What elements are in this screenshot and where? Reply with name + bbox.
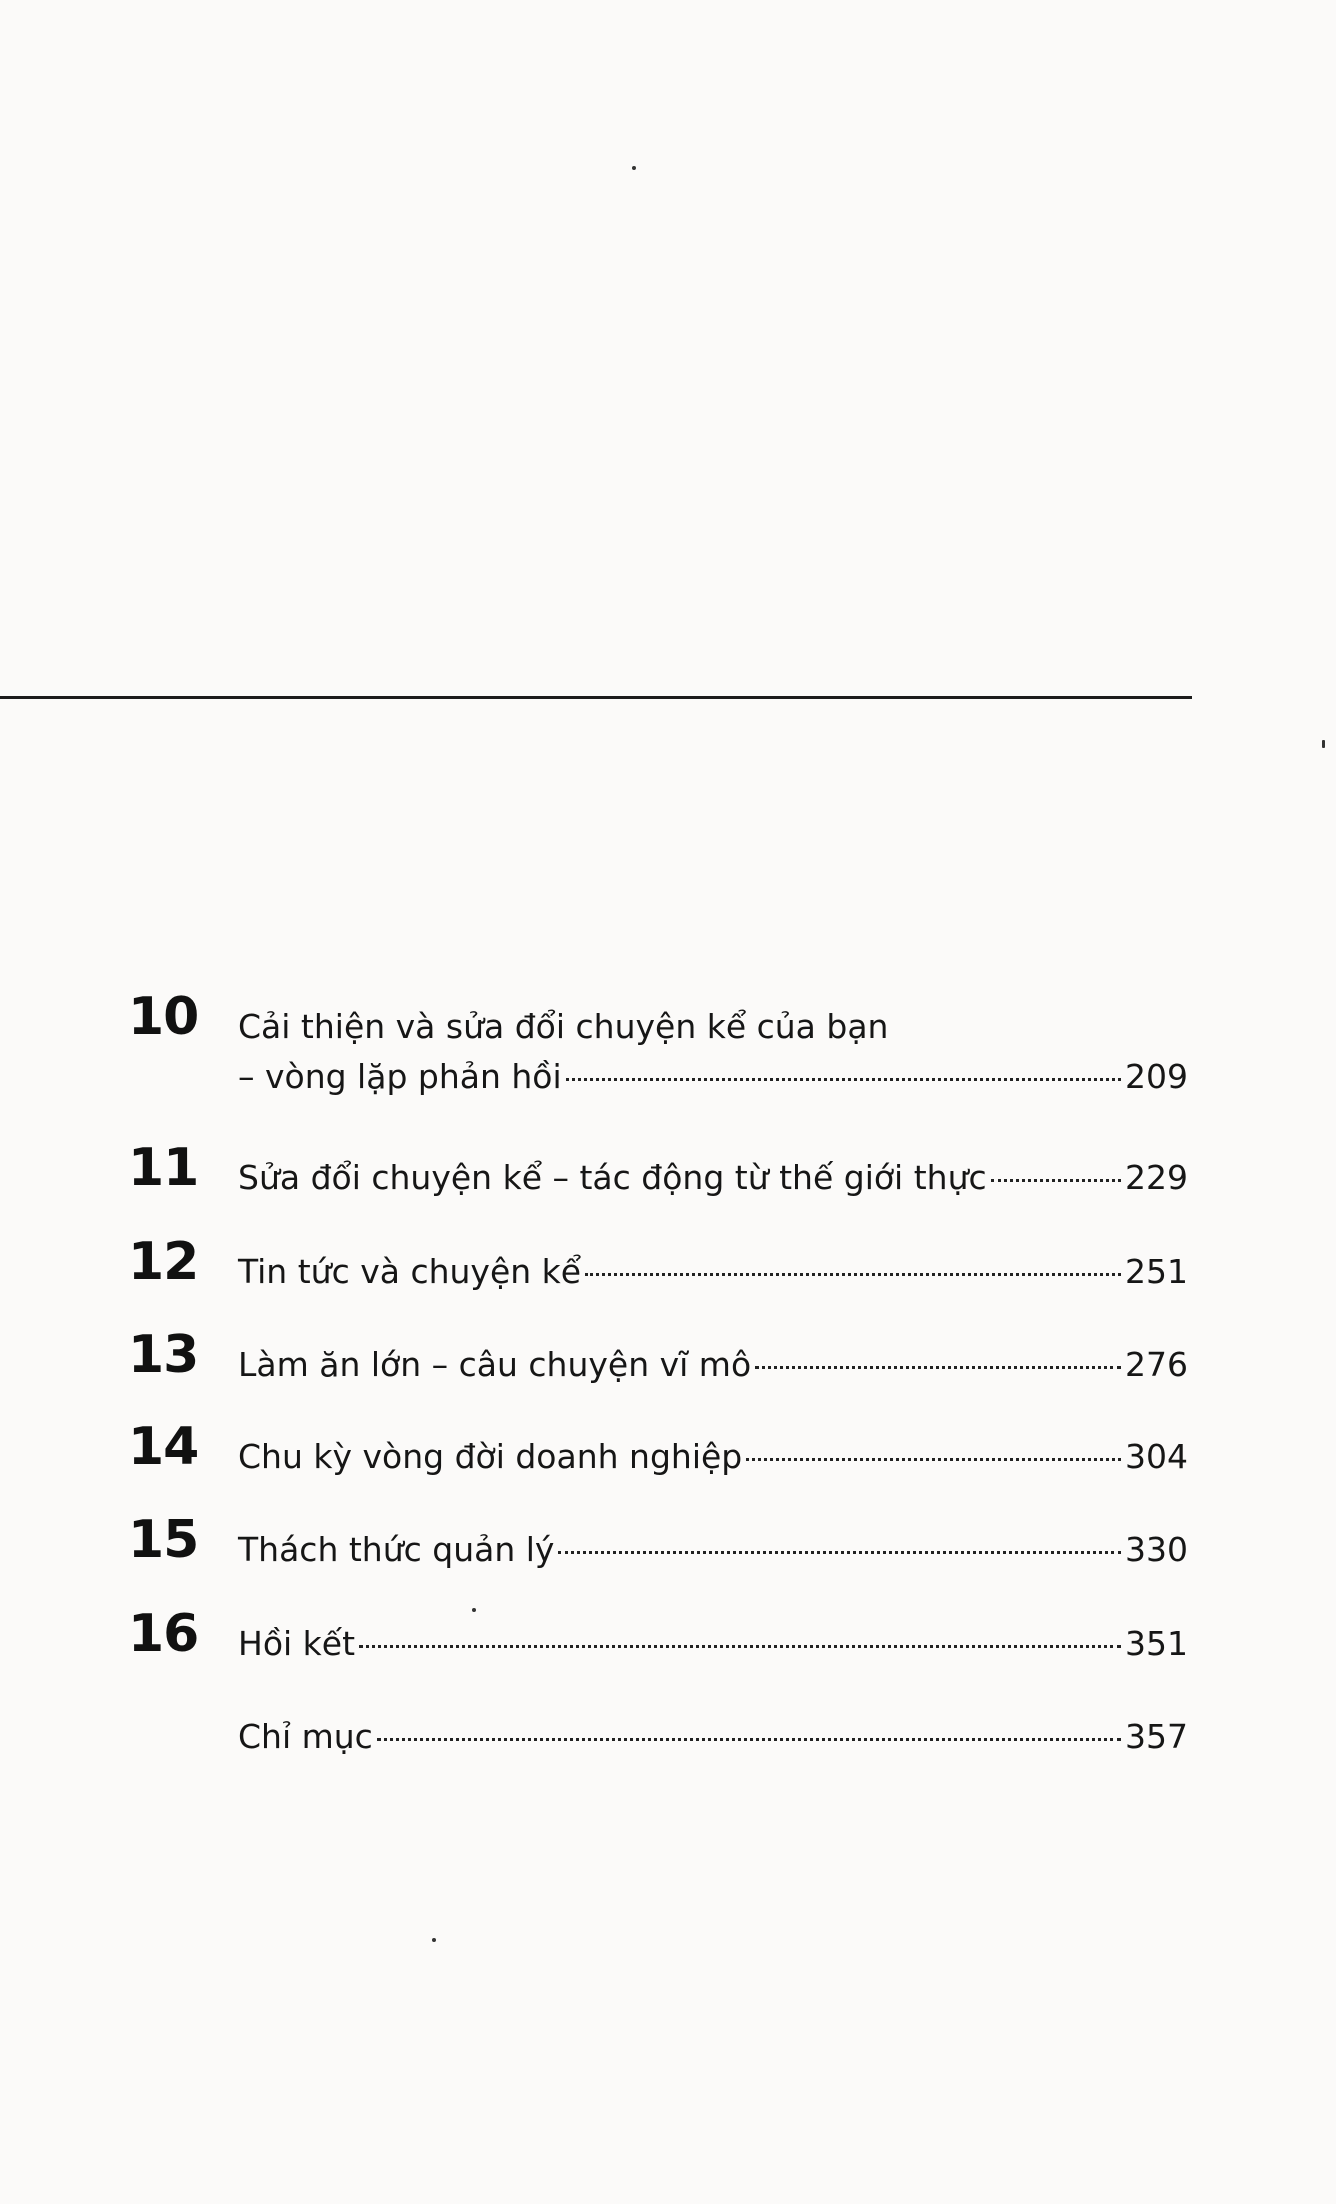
page-number: 209 — [1125, 1057, 1188, 1096]
dot-leader — [755, 1366, 1121, 1369]
chapter-number: 15 — [128, 1510, 199, 1570]
dot-leader — [746, 1458, 1121, 1461]
dot-leader — [377, 1738, 1121, 1741]
chapter-title: Sửa đổi chuyện kể – tác động từ thế giới thực — [238, 1158, 987, 1197]
page-number: 251 — [1125, 1252, 1188, 1291]
dot-leader — [585, 1273, 1121, 1276]
chapter-title: Thách thức quản lý — [238, 1530, 555, 1569]
dot-leader — [558, 1551, 1121, 1554]
chapter-number: 16 — [128, 1604, 199, 1664]
chapter-title: Chỉ mục — [238, 1717, 373, 1756]
page-number: 357 — [1125, 1717, 1188, 1756]
chapter-number: 12 — [128, 1232, 199, 1292]
page-number: 330 — [1125, 1530, 1188, 1569]
page-number: 351 — [1125, 1624, 1188, 1663]
chapter-number: 14 — [128, 1417, 199, 1477]
dot-leader — [566, 1078, 1121, 1081]
chapter-number: 10 — [128, 987, 199, 1047]
chapter-title-line-1: Cải thiện và sửa đổi chuyện kể của bạn — [238, 1007, 889, 1046]
chapter-title: Làm ăn lớn – câu chuyện vĩ mô — [238, 1345, 752, 1384]
page-number: 276 — [1125, 1345, 1188, 1384]
chapter-title-line-2: – vòng lặp phản hồi — [238, 1057, 562, 1096]
dot-leader — [991, 1179, 1121, 1182]
page-number: 229 — [1125, 1158, 1188, 1197]
page-number: 304 — [1125, 1437, 1188, 1476]
chapter-number: 11 — [128, 1138, 199, 1198]
chapter-title: Tin tức và chuyện kể — [238, 1252, 582, 1291]
chapter-title: Chu kỳ vòng đời doanh nghiệp — [238, 1437, 743, 1476]
chapter-title: Hồi kết — [238, 1624, 356, 1663]
dot-leader — [359, 1645, 1121, 1648]
chapter-number: 13 — [128, 1325, 199, 1385]
